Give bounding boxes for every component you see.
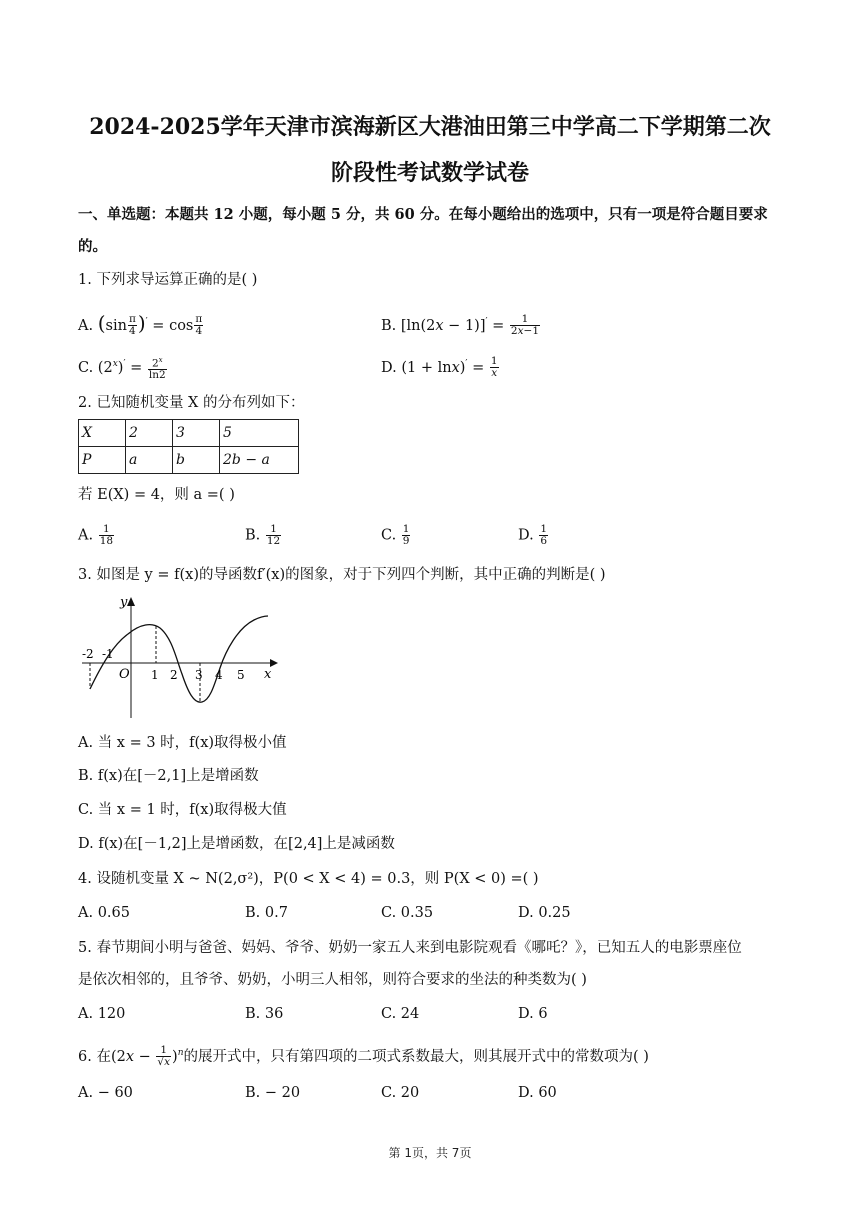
table-cell: a: [126, 447, 173, 474]
q2-option-c-den: 9: [402, 535, 410, 547]
q1-option-b-formula: [ln(2x − 1)]′ = $\frac{1}{2x-1}$: [400, 313, 540, 338]
q6-option-d: D. 60: [518, 1085, 557, 1101]
q2-option-b-den: 12: [266, 535, 281, 547]
q3-option-a: A. 当 x = 3 时，f(x)取得极小值: [78, 735, 287, 751]
q5-stem-line2: 是依次相邻的，且爷爷、奶奶，小明三人相邻，则符合要求的坐法的种类数为( ): [78, 972, 587, 988]
q5-option-d: D. 6: [518, 1006, 548, 1022]
q1-stem: 1. 下列求导运算正确的是( ): [78, 272, 258, 288]
tick-label: 3: [195, 668, 203, 682]
q2-option-c-num: 1: [402, 523, 410, 535]
q2-option-b-num: 1: [266, 524, 281, 536]
q1-option-d: [381, 354, 500, 379]
q2-option-a-den: 18: [99, 535, 114, 547]
q1-option-a-label: A.: [78, 317, 94, 334]
q1-option-c: [78, 354, 168, 381]
q4-option-a: A. 0.65: [78, 905, 130, 921]
q5-option-c: C. 24: [381, 1006, 420, 1022]
table-cell: 3: [173, 420, 220, 447]
q5-stem-line1: 5. 春节期间小明与爸爸、妈妈、爷爷、奶奶一家五人来到电影院观看《哪吒？》，已知五人的电影票座位: [78, 940, 742, 956]
tick-label: -2: [82, 647, 94, 661]
x-axis-arrow: [270, 659, 278, 667]
q5-option-a: A. 120: [78, 1006, 126, 1022]
origin-label: O: [119, 667, 130, 682]
x-axis-label: x: [264, 667, 272, 682]
q4-option-d: D. 0.25: [518, 905, 571, 921]
q2-option-a-label: A.: [78, 527, 94, 544]
q2-option-c: [381, 524, 411, 547]
q6-option-c: C. 20: [381, 1085, 420, 1101]
q6-number: 6. 在: [78, 1048, 111, 1065]
q2-option-d-label: D.: [518, 527, 534, 544]
q2-option-b: [245, 524, 282, 547]
q1-option-d-formula: (1 + lnx)′ = $\frac{1}{x}$: [401, 355, 498, 380]
distribution-table: [78, 419, 299, 474]
exam-title-line2: 阶段性考试数学试卷: [330, 160, 529, 186]
exam-title-line1: 2024-2025学年天津市滨海新区大港油田第三中学高二下学期第二次: [89, 114, 771, 140]
tick-label: 4: [215, 668, 223, 682]
y-axis-label: y: [120, 595, 128, 610]
section-heading-line2: 的。: [78, 238, 107, 255]
table-cell: 2: [126, 420, 173, 447]
y-axis-arrow: [127, 597, 135, 606]
q6-stem: [78, 1043, 649, 1068]
q2-option-a: [78, 524, 115, 547]
tick-label: 5: [237, 668, 245, 682]
q1-option-a-formula: (sin $\frac{\pi}{4}$ )′ = cos $\frac{\pi}{4}$: [97, 310, 203, 338]
q3-stem: 3. 如图是 y = f(x)的导函数f′(x)的图象，对于下列四个判断，其中正确的判断是( ): [78, 567, 606, 583]
q2-option-c-label: C.: [381, 527, 397, 544]
q4-stem: 4. 设随机变量 X ~ N(2,σ²)，P(0 < X < 4) = 0.3，则 P(X < 0) =( ): [78, 871, 539, 887]
table-row: [79, 420, 299, 447]
q1-option-b: [381, 312, 541, 337]
q6-option-a: A. − 60: [78, 1085, 133, 1101]
q2-option-b-label: B.: [245, 527, 261, 544]
q6-binomial: (2x − $\frac{1}{√x}$ )$^n$: [110, 1044, 184, 1069]
tick-label: 1: [151, 668, 159, 682]
q2-condition: 若 E(X) = 4，则 a =( ): [78, 487, 235, 503]
table-cell: 5: [220, 420, 299, 447]
q2-option-a-num: 1: [99, 524, 114, 536]
table-cell: X: [79, 420, 126, 447]
q6-stem-text: 的展开式中，只有第四项的二项式系数最大，则其展开式中的常数项为( ): [183, 1048, 649, 1065]
q3-option-d: D. f(x)在[－1,2]上是增函数，在[2,4]上是减函数: [78, 836, 395, 852]
page-footer: 第 1页，共 7页: [388, 1146, 472, 1160]
q2-option-d: [518, 524, 549, 547]
table-cell: P: [79, 447, 126, 474]
q3-option-c: C. 当 x = 1 时，f(x)取得极大值: [78, 802, 287, 818]
q3-option-b: B. f(x)在[－2,1]上是增函数: [78, 768, 259, 784]
q6-option-b: B. − 20: [245, 1085, 301, 1101]
table-cell: 2b − a: [220, 447, 299, 474]
table-row: [79, 447, 299, 474]
q5-option-b: B. 36: [245, 1006, 284, 1022]
q1-option-b-label: B.: [381, 317, 397, 334]
tick-label: -1: [102, 647, 114, 661]
q4-option-c: C. 0.35: [381, 905, 434, 921]
derivative-graph: [78, 594, 278, 722]
derivative-curve: [90, 616, 268, 702]
q1-option-d-label: D.: [381, 359, 397, 376]
q2-option-d-num: 1: [540, 523, 548, 535]
section-heading-line1: 一、单选题：本题共 12 小题，每小题 5 分，共 60 分。在每小题给出的选项中，只有一项是符合题目要求: [78, 206, 768, 223]
q2-stem: 2. 已知随机变量 X 的分布列如下：: [78, 395, 305, 411]
tick-label: 2: [170, 668, 178, 682]
q1-option-c-formula: $(2^x)'$ = $\frac{2^x}{\ln 2}$: [97, 355, 166, 382]
q1-option-a: [78, 312, 204, 337]
q1-option-c-label: C.: [78, 359, 94, 376]
q4-option-b: B. 0.7: [245, 905, 288, 921]
table-cell: b: [173, 447, 220, 474]
q2-option-d-den: 6: [540, 535, 548, 547]
